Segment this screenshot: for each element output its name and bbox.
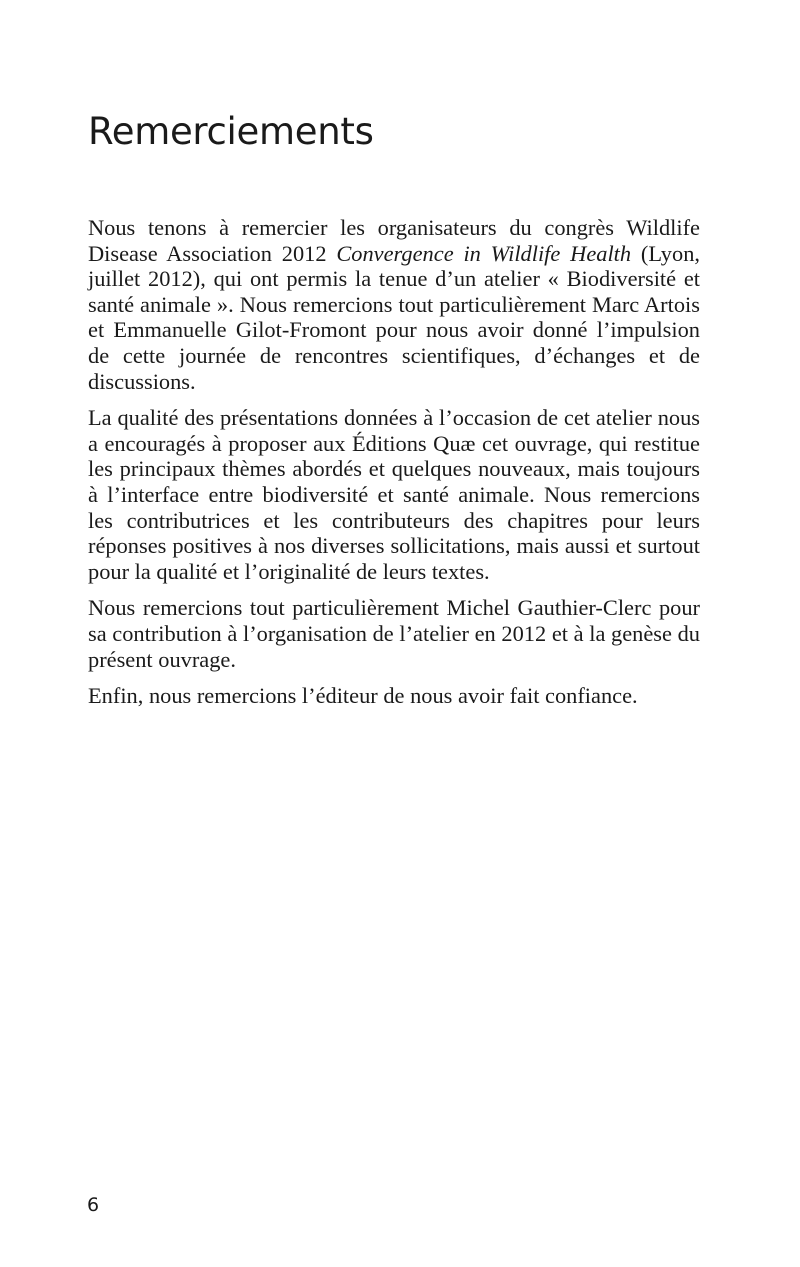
congress-title-italic: Convergence in Wildlife Health bbox=[336, 240, 632, 266]
page-title: Remerciements bbox=[88, 110, 374, 153]
paragraph-1-text-end: (Lyon, juillet 2012), qui ont permis la tenue d’un atelier « Biodiversité et santé animale ». Nous remercions tout particulièrement Marc Artois et Emmanuelle Gilot-Fromont pour nous avoir donné l’impulsion de cette journée de rencontres scientifiques, d’échanges et de discussions. bbox=[88, 240, 700, 394]
paragraph-2: La qualité des présentations données à l’occasion de cet atelier nous a encouragés à proposer aux Éditions Quæ cet ouvrage, qui restitue les principaux thèmes abordés et quelques nouveaux, mais toujours à l’interface entre biodiversité et santé animale. Nous remercions les contributrices et les contributeurs des chapitres pour leurs réponses positives à nos diverses sollicitations, mais aussi et surtout pour la qualité et l’originalité de leurs textes. bbox=[88, 405, 700, 584]
paragraph-3: Nous remercions tout particulièrement Michel Gauthier-Clerc pour sa contribution à l’organisation de l’atelier en 2012 et à la genèse du présent ouvrage. bbox=[88, 595, 700, 672]
paragraph-1-text-start: Nous tenons à remercier les organisateurs du congrès Wildlife Disease Association 2012 bbox=[88, 215, 700, 266]
paragraph-1 bbox=[88, 215, 700, 394]
body-text bbox=[88, 215, 700, 720]
page-number: 6 bbox=[87, 1194, 100, 1216]
paragraph-4: Enfin, nous remercions l’éditeur de nous avoir fait confiance. bbox=[88, 683, 638, 709]
